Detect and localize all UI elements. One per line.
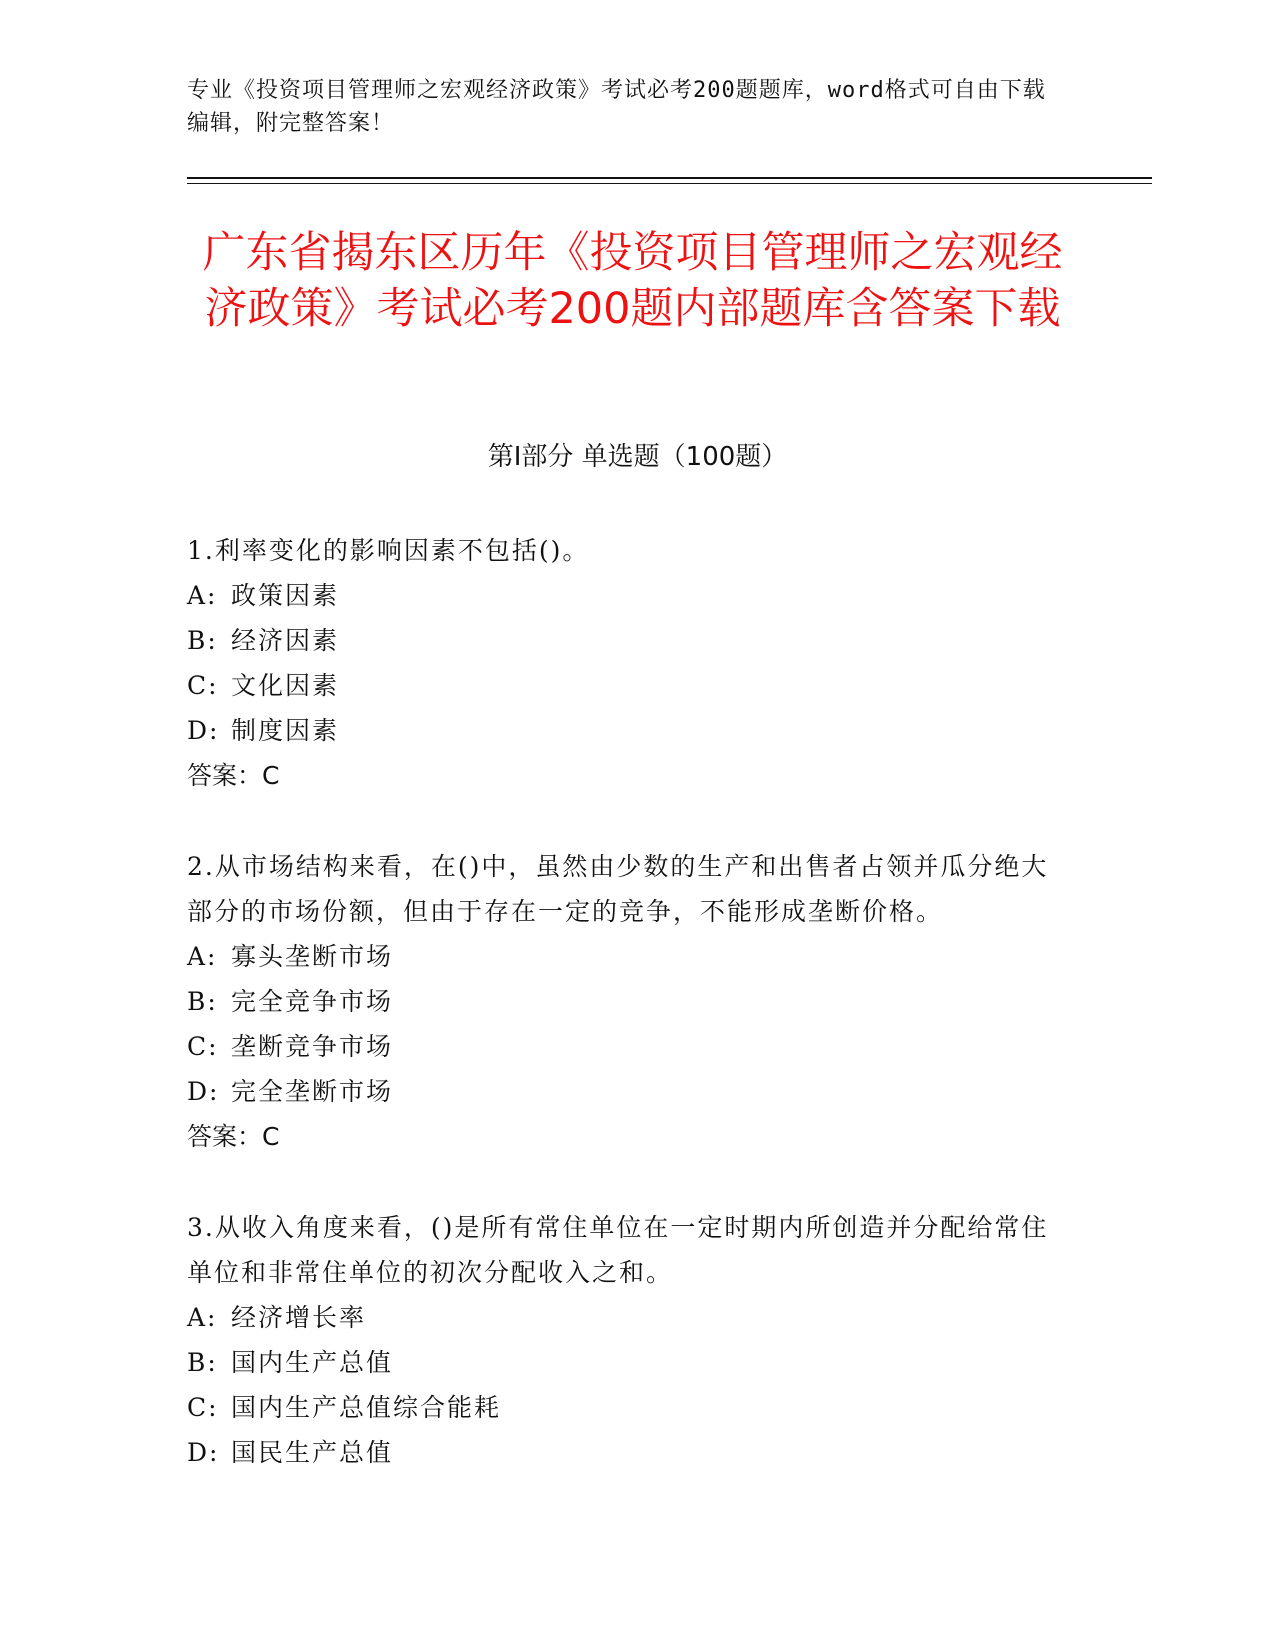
option-label: B: bbox=[187, 626, 218, 655]
option-c bbox=[187, 663, 1067, 708]
option-text: 制度因素 bbox=[231, 716, 340, 745]
section-title: 第Ⅰ部分 单选题（100题） bbox=[487, 442, 788, 472]
option-b bbox=[187, 618, 1067, 663]
option-label: C: bbox=[187, 671, 219, 700]
option-text: 垄断竞争市场 bbox=[231, 1032, 394, 1061]
option-label: C: bbox=[187, 1393, 219, 1422]
option-d bbox=[187, 1430, 1067, 1475]
option-c bbox=[187, 1385, 1067, 1430]
question-item bbox=[187, 1205, 1067, 1475]
option-text: 国民生产总值 bbox=[231, 1438, 394, 1467]
option-b bbox=[187, 979, 1067, 1024]
question-item bbox=[187, 844, 1067, 1159]
option-text: 文化因素 bbox=[231, 671, 340, 700]
option-c bbox=[187, 1024, 1067, 1069]
option-label: D: bbox=[187, 1438, 220, 1467]
option-a bbox=[187, 1295, 1067, 1340]
option-label: B: bbox=[187, 987, 218, 1016]
option-a bbox=[187, 573, 1067, 618]
option-text: 经济因素 bbox=[231, 626, 340, 655]
option-a bbox=[187, 934, 1067, 979]
header-divider-thin bbox=[187, 183, 1152, 184]
header-note: 专业《投资项目管理师之宏观经济政策》考试必考200题题库，word格式可自由下载编辑，附完整答案！ bbox=[187, 78, 1046, 136]
option-d bbox=[187, 1069, 1067, 1114]
question-text: 1.利率变化的影响因素不包括()。 bbox=[187, 536, 590, 565]
option-text: 国内生产总值 bbox=[231, 1348, 394, 1377]
question-text: 3.从收入角度来看，()是所有常住单位在一定时期内所创造并分配给常住单位和非常住单位的初次分配收入之和。 bbox=[187, 1213, 1049, 1287]
option-text: 寡头垄断市场 bbox=[231, 942, 394, 971]
question-text: 2.从市场结构来看，在()中，虽然由少数的生产和出售者占领并瓜分绝大部分的市场份额，但由于存在一定的竞争，不能形成垄断价格。 bbox=[187, 852, 1049, 926]
option-text: 国内生产总值综合能耗 bbox=[231, 1393, 502, 1422]
option-b bbox=[187, 1340, 1067, 1385]
option-label: D: bbox=[187, 716, 220, 745]
option-text: 完全竞争市场 bbox=[231, 987, 394, 1016]
option-d bbox=[187, 708, 1067, 753]
option-label: B: bbox=[187, 1348, 218, 1377]
option-label: C: bbox=[187, 1032, 219, 1061]
header-divider-thick bbox=[187, 177, 1152, 179]
answer-line: 答案：C bbox=[187, 761, 280, 790]
option-text: 完全垄断市场 bbox=[231, 1077, 394, 1106]
option-text: 经济增长率 bbox=[231, 1303, 367, 1332]
document-title: 广东省揭东区历年《投资项目管理师之宏观经济政策》考试必考200题内部题库含答案下载 bbox=[202, 228, 1063, 334]
option-text: 政策因素 bbox=[231, 581, 340, 610]
answer-line: 答案：C bbox=[187, 1122, 280, 1151]
question-list bbox=[187, 528, 1067, 1521]
option-label: A: bbox=[187, 942, 218, 971]
question-item bbox=[187, 528, 1067, 798]
option-label: A: bbox=[187, 581, 218, 610]
option-label: D: bbox=[187, 1077, 220, 1106]
option-label: A: bbox=[187, 1303, 218, 1332]
